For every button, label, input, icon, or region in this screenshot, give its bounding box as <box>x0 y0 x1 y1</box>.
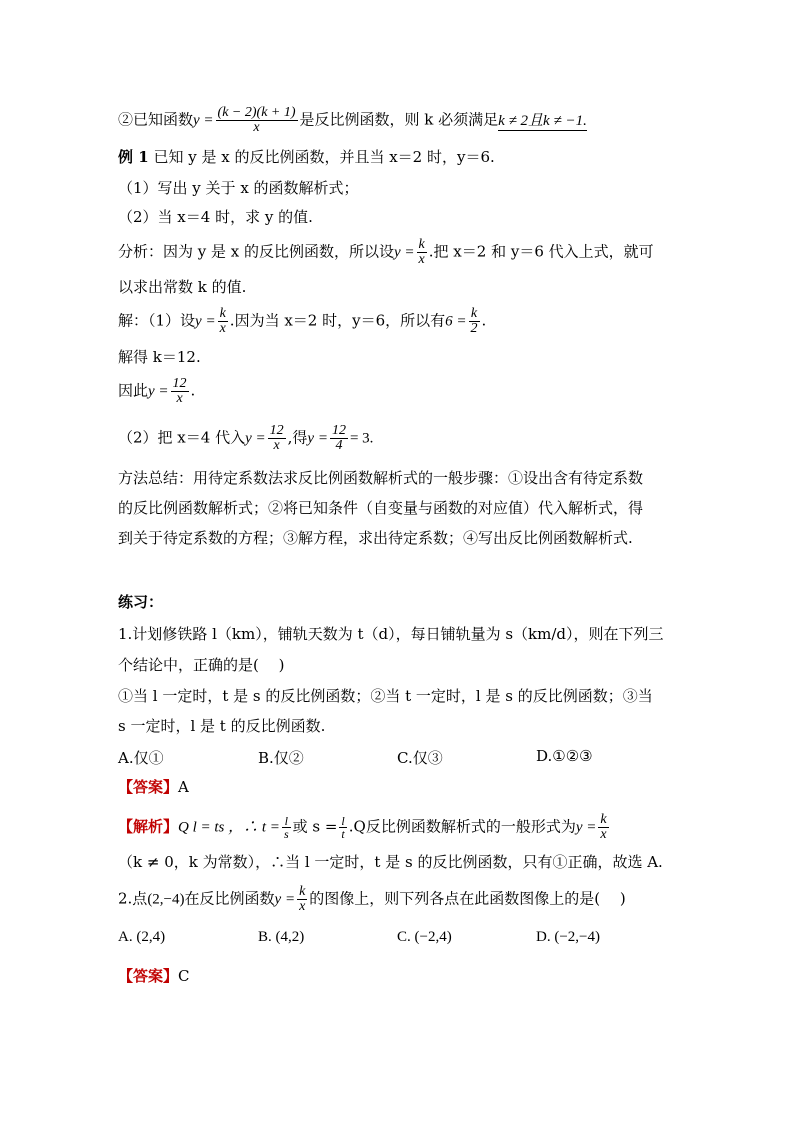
q2-text-a: 2.点 <box>118 889 148 908</box>
answer-value: C <box>178 967 190 985</box>
fraction <box>469 307 480 336</box>
fraction-numerator: k <box>600 812 607 827</box>
fraction-numerator: k <box>219 306 226 321</box>
example-1-question-2: （2）当 x＝4 时，求 y 的值. <box>118 208 313 226</box>
solution-therefore <box>118 377 195 406</box>
fraction-numerator: 12 <box>331 423 346 438</box>
fraction-denominator: x <box>273 438 280 453</box>
fraction-denominator: 4 <box>335 438 343 453</box>
condition-line <box>118 106 587 135</box>
therefore-text: 因此 <box>118 381 149 400</box>
analysis-line-2: 以求出常数 k 的值. <box>118 278 247 296</box>
example-text: 已知 y 是 x 的反比例函数，并且当 x＝2 时，y＝6. <box>148 148 495 166</box>
q1-line-2: 个结论中，正确的是( ) <box>118 656 285 674</box>
solution-line-1 <box>118 307 486 336</box>
fraction-numerator: k <box>418 237 425 252</box>
fraction-denominator: 2 <box>470 321 478 336</box>
fraction-denominator: x <box>176 391 183 406</box>
fraction-denominator: x <box>299 899 306 914</box>
solution-text-c: . <box>481 311 487 330</box>
fraction-denominator: s <box>283 827 289 841</box>
fraction-denominator: x <box>600 827 607 842</box>
summary-line-2: 的反比例函数解析式；②将已知条件（自变量与函数的对应值）代入解析式，得 <box>118 499 644 517</box>
part2-text-b: ,得 <box>287 428 308 447</box>
fraction-numerator: k <box>469 307 480 322</box>
q2-option-c: C. (−2,4) <box>397 929 452 945</box>
solution-k: 解得 k＝12. <box>118 348 201 366</box>
practice-title: 练习： <box>118 593 164 611</box>
example-1-statement <box>118 147 495 167</box>
analysis-text-c: .Q反比例函数解析式的一般形式为 <box>348 817 576 836</box>
fraction <box>297 885 307 914</box>
analysis-text-a: Q l = ts ，∴ t = <box>178 819 280 836</box>
part2-text-a: （2）把 x＝4 代入 <box>118 428 246 447</box>
therefore-end: . <box>190 381 196 400</box>
y-equals: y = <box>394 244 415 261</box>
y-equals: y = <box>195 313 216 330</box>
fraction <box>268 424 286 453</box>
fraction <box>171 377 189 406</box>
q1-option-c: C.仅③ <box>397 749 443 767</box>
example-1-question-1: （1）写出 y 关于 x 的函数解析式； <box>118 179 359 197</box>
y-equals: y = <box>193 112 214 129</box>
six-equals: 6 = <box>445 313 467 330</box>
condition-answer: k ≠ 2且k ≠ −1. <box>498 112 587 129</box>
q2-point: (2,−4) <box>147 891 185 908</box>
q1-line-4: s 一定时，l 是 t 的反比例函数. <box>118 717 326 735</box>
fraction <box>417 238 427 267</box>
fraction-numerator: (k − 2)(k + 1) <box>217 105 296 120</box>
q2-option-b: B. (4,2) <box>258 929 305 945</box>
fraction-numerator: 12 <box>269 423 284 438</box>
answer-label: 【答案】 <box>118 778 179 796</box>
fraction <box>282 815 291 840</box>
q2-statement <box>118 885 626 914</box>
fraction <box>218 307 228 336</box>
analysis-text-b: 或 s = <box>292 817 338 836</box>
q1-line-3: ①当 l 一定时，t 是 s 的反比例函数；②当 t 一定时，l 是 s 的反比例函数；③当 <box>118 687 653 705</box>
analysis-text-a: 分析：因为 y 是 x 的反比例函数，所以设 <box>118 242 395 261</box>
fraction <box>598 813 608 842</box>
part2-result: = 3. <box>349 430 374 447</box>
y-equals: y = <box>307 430 328 447</box>
fraction-numerator: l <box>341 814 345 828</box>
solution-part-2 <box>118 424 373 453</box>
q1-answer <box>118 777 189 797</box>
condition-middle: 是反比例函数，则 k 必须满足 <box>299 110 499 129</box>
solution-text-a: 解：（1）设 <box>118 311 196 330</box>
y-equals: y = <box>245 430 266 447</box>
y-equals: y = <box>575 819 597 836</box>
fraction-numerator: l <box>282 815 291 828</box>
summary-line-3: 到关于待定系数的方程；③解方程，求出待定系数；④写出反比例函数解析式. <box>118 529 633 547</box>
analysis-text-b: .把 x＝2 和 y＝6 代入上式，就可 <box>428 242 654 261</box>
y-equals: y = <box>274 891 296 908</box>
q1-option-d: D.①②③ <box>536 747 593 765</box>
analysis-line-1 <box>118 238 654 267</box>
q1-analysis-line-2: （k ≠ 0，k 为常数），∴当 l 一定时，t 是 s 的反比例函数，只有①正确，故选 A. <box>118 853 663 871</box>
q1-option-a: A.仅① <box>118 749 164 767</box>
fraction-denominator: x <box>418 252 425 267</box>
analysis-label: 【解析】 <box>118 817 179 836</box>
solution-text-b: .因为当 x＝2 时，y＝6，所以有 <box>229 311 446 330</box>
q2-text-b: 在反比例函数 <box>184 889 275 908</box>
q1-analysis-line-1 <box>118 813 611 842</box>
fraction <box>216 106 298 135</box>
q2-option-a: A. (2,4) <box>118 929 166 945</box>
answer-value: A <box>178 778 189 796</box>
y-equals: y = <box>148 383 169 400</box>
condition-prefix: ②已知函数 <box>118 110 194 129</box>
fraction-denominator: x <box>253 120 260 135</box>
q2-option-d: D. (−2,−4) <box>536 929 600 945</box>
q1-option-b: B.仅② <box>258 749 304 767</box>
answer-label: 【答案】 <box>118 967 179 985</box>
summary-line-1: 方法总结：用待定系数法求反比例函数解析式的一般步骤：①设出含有待定系数 <box>118 469 644 487</box>
fraction-numerator: 12 <box>172 376 187 391</box>
q2-text-c: 的图像上，则下列各点在此函数图像上的是( ) <box>309 889 626 908</box>
fraction-denominator: t <box>341 827 345 841</box>
fraction-denominator: x <box>219 321 226 336</box>
q2-answer <box>118 966 190 986</box>
fraction <box>339 815 346 840</box>
fraction <box>330 424 348 453</box>
fraction-numerator: k <box>299 884 306 899</box>
example-label: 例 1 <box>118 148 149 166</box>
q1-line-1: 1.计划修铁路 l（km），铺轨天数为 t（d），每日铺轨量为 s（km/d），则在下列三 <box>118 625 664 643</box>
